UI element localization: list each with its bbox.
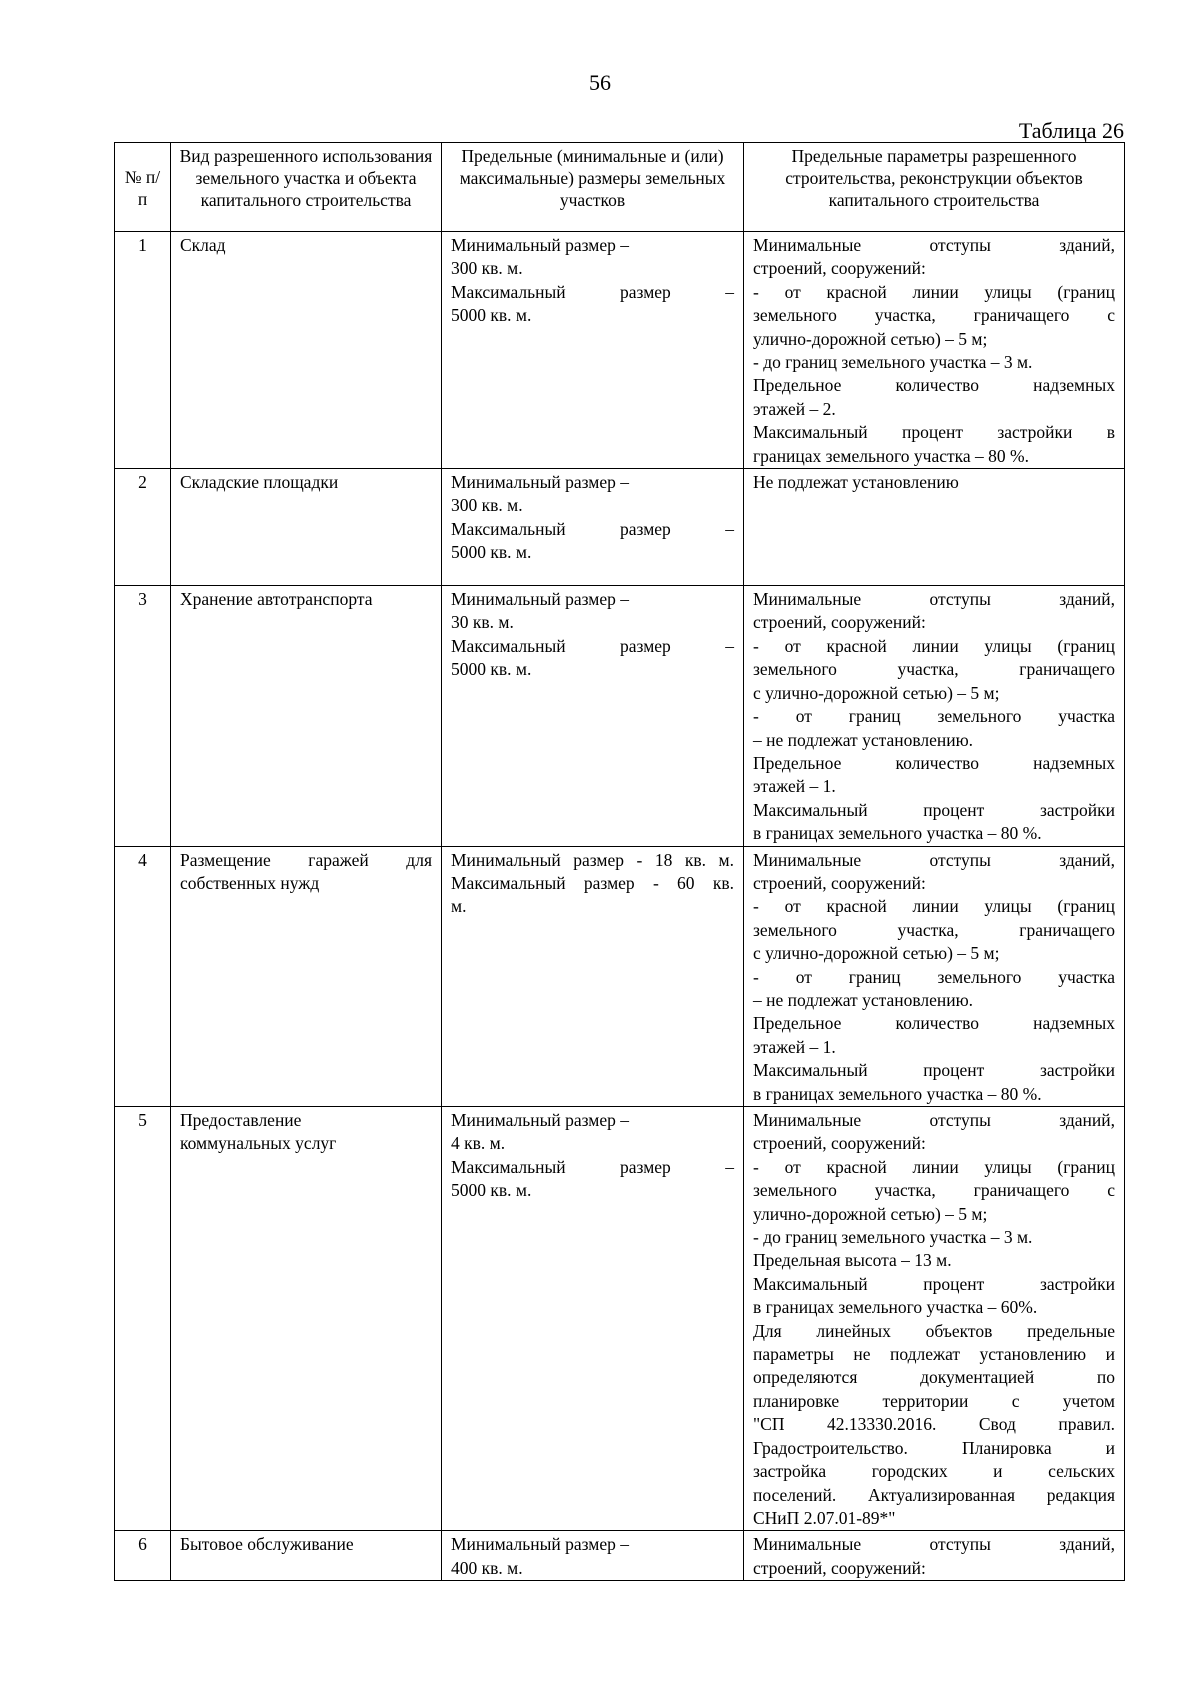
params-line: - от красной линии улицы (границ (753, 635, 1115, 656)
size-cell (442, 1531, 744, 1581)
params-line: – не подлежат установлению. (753, 729, 974, 750)
params-line: в границах земельного участка – 80 %. (753, 823, 1042, 844)
params-line: строений, сооружений: (753, 872, 926, 893)
params-line: земельного участка, граничащего (753, 919, 1115, 940)
params-cell (744, 232, 1125, 469)
size-cell (442, 586, 744, 846)
params-line: Максимальный процент застройки (753, 1060, 1115, 1081)
params-cell (744, 1107, 1125, 1531)
size-cell (442, 846, 744, 1106)
params-line: - от красной линии улицы (границ (753, 281, 1115, 302)
size-line: Минимальный размер - 18 кв. м. (451, 849, 734, 870)
size-line: Минимальный размер – (451, 235, 630, 255)
params-line: границах земельного участка – 80 %. (753, 445, 1029, 466)
use-type-cell (171, 846, 442, 1106)
params-line: Предельное количество надземных (753, 1013, 1115, 1034)
params-line: Минимальные отступы зданий, (753, 1534, 1115, 1555)
params-line: с улично-дорожной сетью) – 5 м; (753, 682, 1000, 703)
page-number: 56 (589, 70, 611, 95)
size-cell (442, 232, 744, 469)
size-line: 5000 кв. м. (451, 659, 532, 680)
row-number: 2 (115, 469, 171, 586)
params-line: в границах земельного участка – 80 %. (753, 1083, 1042, 1104)
use-type-cell: Хранение автотранспорта (171, 586, 442, 846)
params-line: строений, сооружений: (753, 612, 926, 633)
table-row (115, 232, 1125, 469)
params-line: поселений. Актуализированная редакция (753, 1484, 1115, 1505)
params-line: улично-дорожной сетью) – 5 м; (753, 1203, 988, 1224)
size-cell (442, 469, 744, 586)
params-line: строений, сооружений: (753, 1133, 926, 1154)
params-line: Минимальные отступы зданий, (753, 235, 1115, 255)
size-line: Максимальный размер - 60 кв. (451, 872, 734, 893)
size-line: Максимальный размер – (451, 281, 734, 302)
params-line: Не подлежат установлению (753, 472, 959, 493)
params-line: с улично-дорожной сетью) – 5 м; (753, 943, 1000, 964)
table-caption: Таблица 26 (1018, 118, 1124, 143)
use-type-cell: Складские площадки (171, 469, 442, 586)
params-line: Минимальные отступы зданий, (753, 1110, 1115, 1130)
params-line: Предельное количество надземных (753, 752, 1115, 773)
size-line: м. (451, 896, 467, 917)
params-line: Максимальный процент застройки (753, 1273, 1115, 1294)
params-line: строений, сооружений: (753, 1557, 926, 1578)
size-line: Максимальный размер – (451, 1156, 734, 1177)
table-header-row (115, 143, 1125, 232)
params-line: - от границ земельного участка (753, 966, 1115, 987)
zoning-parameters-table (114, 142, 1125, 1581)
header-use-type: Вид разрешенного использования земельного участка и объекта капитального строительства (171, 143, 442, 232)
size-line: 5000 кв. м. (451, 1180, 532, 1201)
row-number: 6 (115, 1531, 171, 1581)
size-line: 300 кв. м. (451, 495, 523, 516)
params-line: улично-дорожной сетью) – 5 м; (753, 328, 988, 349)
params-line: земельного участка, граничащего (753, 659, 1115, 680)
use-type-cell: Склад (171, 232, 442, 469)
params-cell (744, 586, 1125, 846)
size-line: Максимальный размер – (451, 635, 734, 656)
params-cell (744, 469, 1125, 586)
params-line: этажей – 1. (753, 776, 836, 797)
params-line: - до границ земельного участка – 3 м. (753, 352, 1033, 373)
params-line: этажей – 2. (753, 398, 836, 419)
size-line: 30 кв. м. (451, 612, 514, 633)
use-type-cell: Бытовое обслуживание (171, 1531, 442, 1581)
size-line: 5000 кв. м. (451, 542, 532, 563)
use-type-line: Размещение гаражей для (180, 849, 432, 870)
row-number: 5 (115, 1107, 171, 1531)
params-line: - от границ земельного участка (753, 706, 1115, 727)
params-line: земельного участка, граничащего с (753, 1180, 1115, 1201)
params-line: - до границ земельного участка – 3 м. (753, 1227, 1033, 1248)
table-row (115, 1107, 1125, 1531)
params-line: Минимальные отступы зданий, (753, 589, 1115, 610)
use-type-cell (171, 1107, 442, 1531)
table-row (115, 469, 1125, 586)
params-line: - от красной линии улицы (границ (753, 1156, 1115, 1177)
params-line: "СП 42.13330.2016. Свод правил. (753, 1414, 1115, 1435)
params-line: в границах земельного участка – 60%. (753, 1297, 1038, 1318)
use-type-line: собственных нужд (180, 872, 320, 893)
size-cell (442, 1107, 744, 1531)
size-line: Минимальный размер – (451, 472, 630, 493)
use-type-line: Предоставление (180, 1110, 302, 1130)
size-line: Минимальный размер – (451, 1534, 630, 1555)
params-line: – не подлежат установлению. (753, 989, 974, 1010)
params-line: Максимальный процент застройки в (753, 422, 1115, 443)
size-line: 5000 кв. м. (451, 305, 532, 326)
params-line: строений, сооружений: (753, 258, 926, 279)
params-line: Для линейных объектов предельные (753, 1320, 1115, 1341)
params-cell (744, 1531, 1125, 1581)
params-line: Предельное количество надземных (753, 375, 1115, 396)
size-line: Максимальный размер – (451, 518, 734, 539)
params-line: планировке территории с учетом (753, 1390, 1115, 1411)
params-line: СНиП 2.07.01-89*" (753, 1507, 896, 1528)
table-row (115, 586, 1125, 846)
params-line: застройка городских и сельских (753, 1461, 1115, 1482)
params-line: Предельная высота – 13 м. (753, 1250, 952, 1271)
size-line: Минимальный размер – (451, 1110, 630, 1130)
params-line: Градостроительство. Планировка и (753, 1437, 1115, 1458)
params-line: земельного участка, граничащего с (753, 305, 1115, 326)
params-line: параметры не подлежат установлению и (753, 1344, 1115, 1365)
params-cell (744, 846, 1125, 1106)
use-type-line: коммунальных услуг (180, 1133, 337, 1154)
table-row (115, 1531, 1125, 1581)
header-num: № п/п (115, 143, 171, 232)
row-number: 1 (115, 232, 171, 469)
params-line: Максимальный процент застройки (753, 799, 1115, 820)
params-line: - от красной линии улицы (границ (753, 896, 1115, 917)
size-line: 4 кв. м. (451, 1133, 506, 1154)
size-line: 300 кв. м. (451, 258, 523, 279)
row-number: 4 (115, 846, 171, 1106)
header-params: Предельные параметры разрешенного строительства, реконструкции объектов капитального строительства (744, 143, 1125, 232)
params-line: Минимальные отступы зданий, (753, 849, 1115, 870)
params-line: определяются документацией по (753, 1367, 1115, 1388)
table-row (115, 846, 1125, 1106)
params-line: этажей – 1. (753, 1036, 836, 1057)
row-number: 3 (115, 586, 171, 846)
size-line: 400 кв. м. (451, 1557, 523, 1578)
size-line: Минимальный размер – (451, 589, 630, 610)
header-size: Предельные (минимальные и (или) максимальные) размеры земельных участков (442, 143, 744, 232)
